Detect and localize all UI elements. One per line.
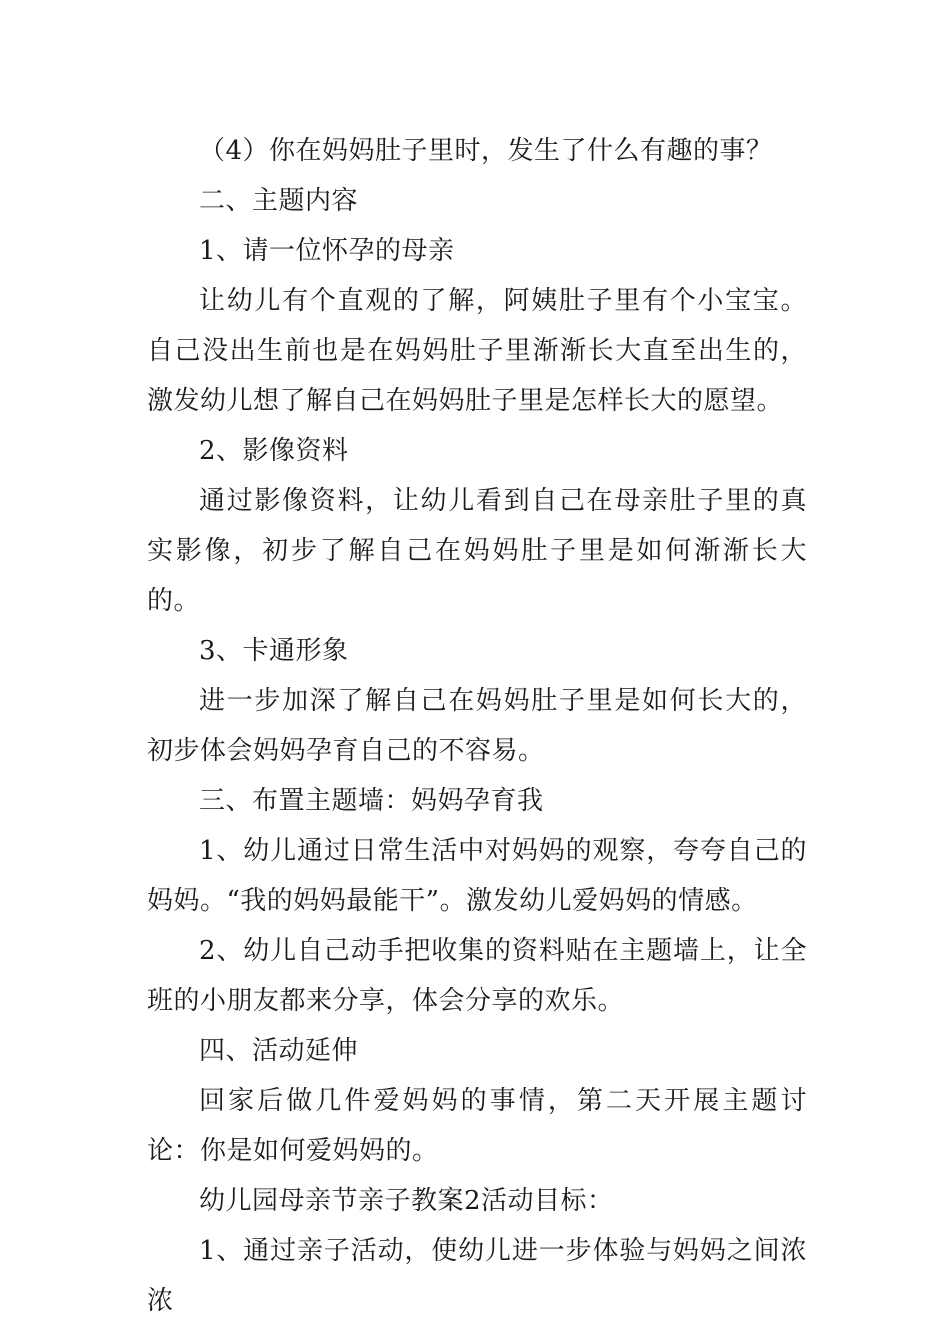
heading-activity-extension: 四、活动延伸	[199, 1036, 359, 1066]
paragraph-video-materials: 通过影像资料，让幼儿看到自己在母亲肚子里的真实影像，初步了解自己在妈妈肚子里是如何渐渐长大的。	[147, 486, 807, 616]
paragraph-theme-wall-2: 2、幼儿自己动手把收集的资料贴在主题墙上，让全班的小朋友都来分享，体会分享的欢乐。	[147, 936, 807, 1016]
paragraph-cartoon: 进一步加深了解自己在妈妈肚子里是如何长大的，初步体会妈妈孕育自己的不容易。	[147, 686, 807, 766]
paragraph-pregnant-mother: 让幼儿有个直观的了解，阿姨肚子里有个小宝宝。自己没出生前也是在妈妈肚子里渐渐长大直至出生的，激发幼儿想了解自己在妈妈肚子里是怎样长大的愿望。	[147, 286, 807, 416]
heading-theme-wall: 三、布置主题墙：妈妈孕育我	[199, 786, 544, 816]
document-body	[147, 126, 807, 1326]
heading-theme-content: 二、主题内容	[199, 186, 359, 216]
heading-lesson-plan-2: 幼儿园母亲节亲子教案2活动目标：	[199, 1186, 614, 1216]
paragraph-activity-extension: 回家后做几件爱妈妈的事情，第二天开展主题讨论：你是如何爱妈妈的。	[147, 1086, 807, 1166]
subheading-cartoon: 3、卡通形象	[199, 636, 349, 666]
subheading-video-materials: 2、影像资料	[199, 436, 349, 466]
paragraph-question-4: （4）你在妈妈肚子里时，发生了什么有趣的事？	[199, 136, 773, 166]
paragraph-theme-wall-1: 1、幼儿通过日常生活中对妈妈的观察，夸夸自己的妈妈。“我的妈妈最能干”。激发幼儿爱妈妈的情感。	[147, 836, 807, 916]
subheading-pregnant-mother: 1、请一位怀孕的母亲	[199, 236, 455, 266]
paragraph-goal-1: 1、通过亲子活动，使幼儿进一步体验与妈妈之间浓浓	[147, 1236, 807, 1316]
